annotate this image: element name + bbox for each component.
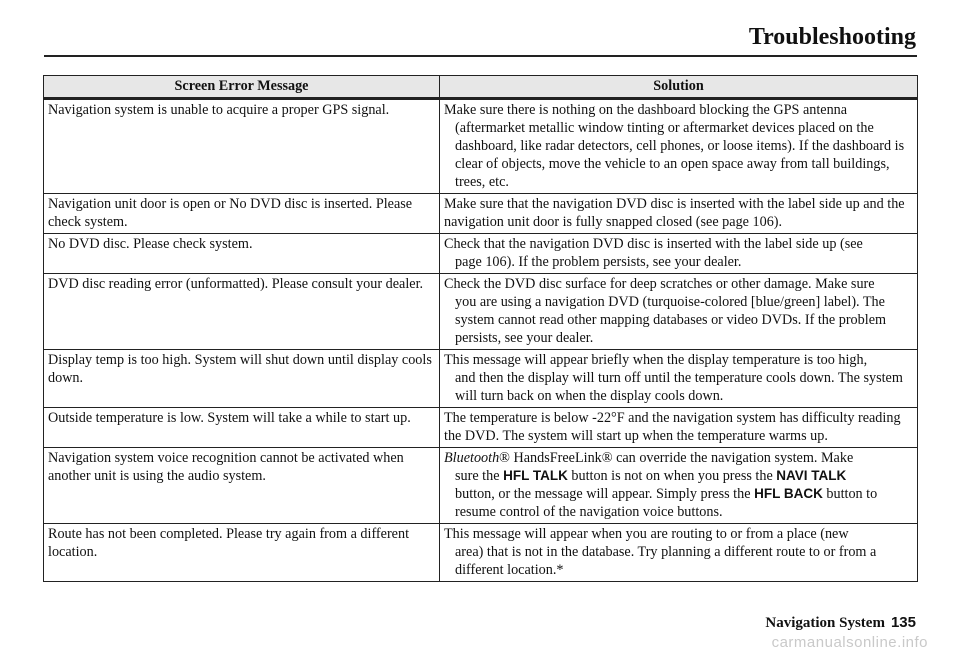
hfl-talk-button-label: HFL TALK <box>503 468 568 483</box>
table-row <box>44 524 918 582</box>
error-message-cell: DVD disc reading error (unformatted). Please consult your dealer. <box>44 274 440 350</box>
solution-cell <box>440 194 918 234</box>
solution-continuation: page 106). If the problem persists, see your dealer. <box>455 254 742 270</box>
solution-continuation: (aftermarket metallic window tinting or aftermarket devices placed on the dashboard, like radar detectors, cell phones, or loose items). If the dashboard is clear of objects, move the vehicle to an open space away from tall buildings, trees, etc. <box>455 120 905 190</box>
solution-first-line: The temperature is below -22°F and the navigation system has difficulty reading the DVD. The system will start up when the temperature warms up. <box>444 410 901 444</box>
table-row <box>44 448 918 524</box>
solution-first-line: Check the DVD disc surface for deep scratches or other damage. Make sure <box>444 276 875 292</box>
header-screen-error-message: Screen Error Message <box>44 76 440 99</box>
solution-cell <box>440 408 918 448</box>
solution-text: button is not on when you press the <box>567 468 777 484</box>
troubleshooting-table <box>43 75 918 582</box>
bluetooth-trademark: Bluetooth <box>444 450 500 466</box>
hfl-back-button-label: HFL BACK <box>754 486 823 501</box>
error-message-cell: Navigation system is unable to acquire a proper GPS signal. <box>44 99 440 194</box>
solution-first-line <box>444 449 913 467</box>
navi-talk-button-label: NAVI TALK <box>776 468 847 483</box>
solution-first-line: Check that the navigation DVD disc is inserted with the label side up (see <box>444 236 863 252</box>
table-header-row <box>44 76 918 99</box>
solution-cell <box>440 448 918 524</box>
watermark: carmanualsonline.info <box>771 634 928 651</box>
solution-cell <box>440 99 918 194</box>
solution-cell <box>440 234 918 274</box>
solution-continuation <box>444 467 913 521</box>
footer-section-name: Navigation System <box>765 615 885 631</box>
error-message-cell: Route has not been completed. Please try again from a different location. <box>44 524 440 582</box>
table-row <box>44 194 918 234</box>
solution-continuation: area) that is not in the database. Try planning a different route to or from a different location.* <box>455 544 877 578</box>
solution-first-line: This message will appear when you are routing to or from a place (new <box>444 526 849 542</box>
error-message-cell: Outside temperature is low. System will take a while to start up. <box>44 408 440 448</box>
solution-continuation: and then the display will turn off until the temperature cools down. The system will turn back on when the display cools down. <box>455 370 903 404</box>
solution-text: button to resume control of the navigation voice buttons. <box>455 486 878 520</box>
solution-text: sure the <box>455 468 504 484</box>
table-row <box>44 234 918 274</box>
solution-cell <box>440 350 918 408</box>
solution-first-line: This message will appear briefly when the display temperature is too high, <box>444 352 868 368</box>
solution-text: button, or the message will appear. Simply press the <box>455 486 755 502</box>
error-message-cell: Display temp is too high. System will shut down until display cools down. <box>44 350 440 408</box>
table-row <box>44 350 918 408</box>
page-footer <box>765 614 916 632</box>
page-number: 135 <box>890 614 916 631</box>
table-row <box>44 408 918 448</box>
error-message-cell: Navigation unit door is open or No DVD disc is inserted. Please check system. <box>44 194 440 234</box>
solution-first-line: Make sure that the navigation DVD disc is inserted with the label side up and the navigation unit door is fully snapped closed (see page 106). <box>444 196 905 230</box>
header-solution: Solution <box>440 76 918 99</box>
solution-first-line: Make sure there is nothing on the dashboard blocking the GPS antenna <box>444 102 848 118</box>
page-title: Troubleshooting <box>748 24 916 50</box>
solution-cell <box>440 524 918 582</box>
solution-cell <box>440 274 918 350</box>
error-message-cell: No DVD disc. Please check system. <box>44 234 440 274</box>
solution-text: ® HandsFreeLink® can override the navigation system. Make <box>499 450 854 466</box>
solution-continuation: you are using a navigation DVD (turquoise-colored [blue/green] label). The system cannot read other mapping databases or video DVDs. If the problem persists, see your dealer. <box>455 294 887 346</box>
title-rule <box>44 55 917 57</box>
table-row <box>44 274 918 350</box>
error-message-cell: Navigation system voice recognition cannot be activated when another unit is using the audio system. <box>44 448 440 524</box>
table-row <box>44 99 918 194</box>
